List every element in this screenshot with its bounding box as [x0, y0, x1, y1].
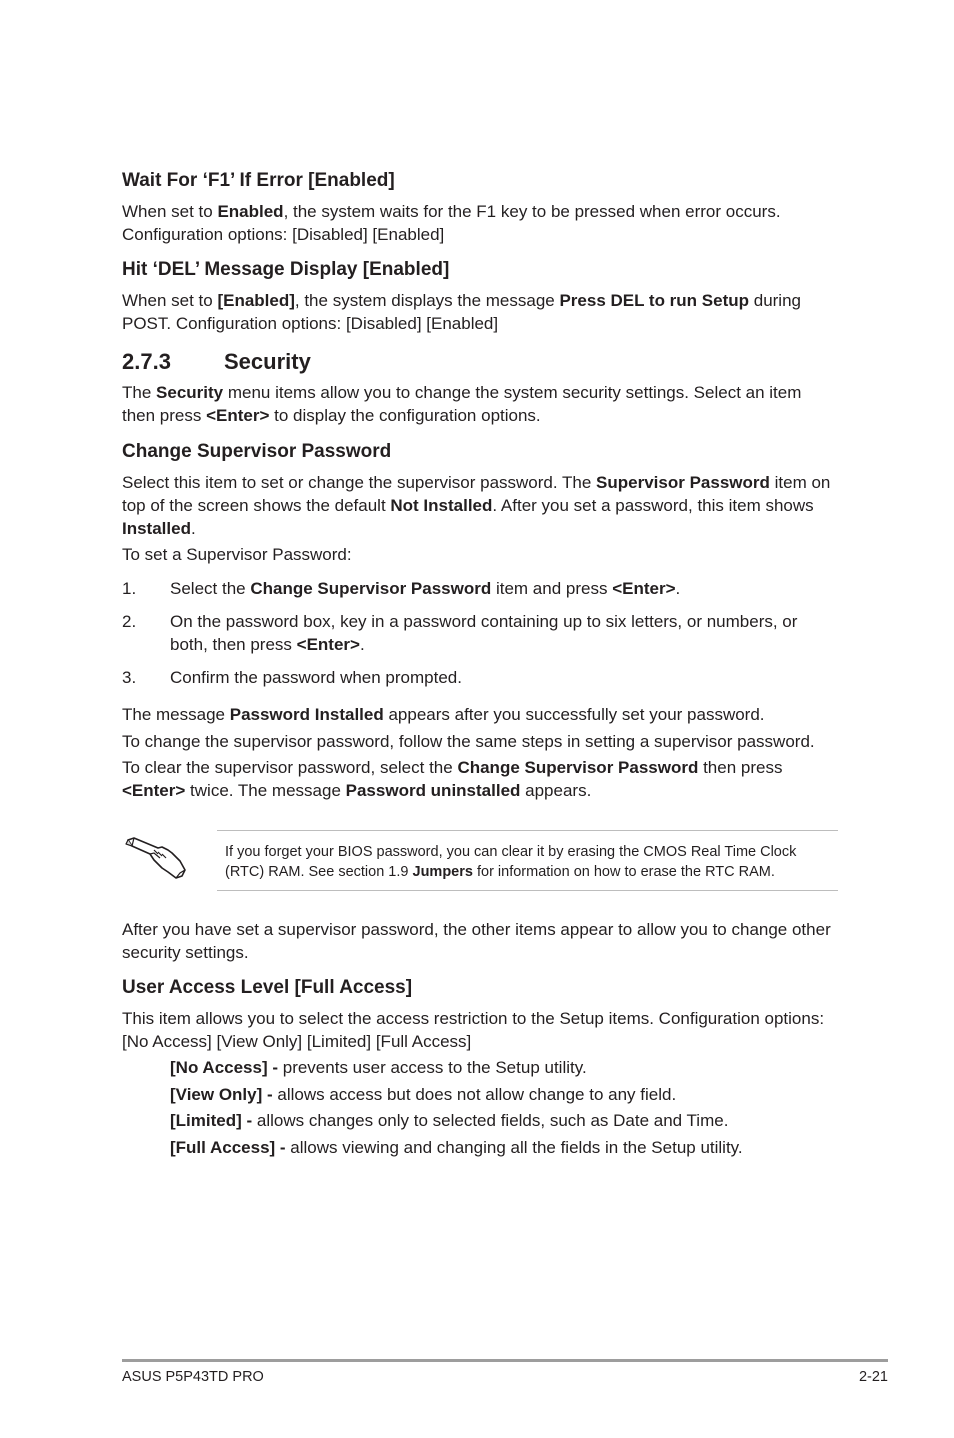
- step-number: 1.: [122, 579, 137, 598]
- access-option: [No Access] - prevents user access to the Setup utility.: [170, 1058, 587, 1077]
- supervisor-description: Select this item to set or change the supervisor password. The Supervisor Password item on top of the screen shows the default Not Installed. After you set a password, this item shows Installed.: [122, 473, 831, 538]
- step-text: On the password box, key in a password containing up to six letters, or numbers, or both, then press <Enter>.: [170, 612, 798, 654]
- access-option: [Full Access] - allows viewing and changing all the fields in the Setup utility.: [170, 1138, 743, 1157]
- note-bottom-rule: [217, 890, 838, 891]
- heading-hit-del: Hit ‘DEL’ Message Display [Enabled]: [122, 259, 450, 280]
- note-top-rule: [217, 830, 838, 831]
- step-text: Select the Change Supervisor Password item and press <Enter>.: [170, 579, 681, 598]
- heading-wait-f1: Wait For ‘F1’ If Error [Enabled]: [122, 170, 395, 191]
- pointing-hand-icon: [124, 826, 188, 882]
- hit-del-description: When set to [Enabled], the system displays the message Press DEL to run Setup during POST. Configuration options: [Disabled] [Enabled]: [122, 291, 801, 333]
- page-number: 2-21: [858, 1369, 888, 1385]
- footer-rule: [122, 1359, 888, 1362]
- user-access-description: This item allows you to select the access restriction to the Setup items. Configuration options: [No Access] [View Only] [Limited] [Full Access]: [122, 1009, 825, 1051]
- footer-product-name: ASUS P5P43TD PRO: [122, 1369, 264, 1385]
- after-set-info: After you have set a supervisor password, the other items appear to allow you to change other security settings.: [122, 920, 831, 962]
- step-text: Confirm the password when prompted.: [170, 668, 462, 687]
- step-number: 2.: [122, 612, 137, 631]
- supervisor-set-intro: To set a Supervisor Password:: [122, 545, 352, 564]
- access-option: [View Only] - allows access but does not allow change to any field.: [170, 1085, 677, 1104]
- note-text: If you forget your BIOS password, you can clear it by erasing the CMOS Real Time Clock (RTC) RAM. See section 1.9 Jumpers for information on how to erase the RTC RAM.: [225, 844, 797, 880]
- access-option: [Limited] - allows changes only to selected fields, such as Date and Time.: [170, 1111, 729, 1130]
- step-number: 3.: [122, 668, 137, 687]
- clear-password-info: To clear the supervisor password, select the Change Supervisor Password then press <Enter> twice. The message Password uninstalled appears.: [122, 758, 783, 800]
- section-number: 2.7.3: [122, 349, 171, 374]
- heading-user-access-level: User Access Level [Full Access]: [122, 977, 413, 998]
- password-installed-message: The message Password Installed appears after you successfully set your password.: [122, 705, 765, 724]
- heading-change-supervisor-password: Change Supervisor Password: [122, 441, 392, 462]
- section-title: Security: [224, 349, 311, 374]
- wait-f1-description: When set to Enabled, the system waits for the F1 key to be pressed when error occurs. Configuration options: [Disabled] [Enabled]: [122, 202, 781, 244]
- change-password-info: To change the supervisor password, follow the same steps in setting a supervisor password.: [122, 732, 815, 751]
- security-intro: The Security menu items allow you to change the system security settings. Select an item then press <Enter> to display the configuration options.: [122, 383, 802, 425]
